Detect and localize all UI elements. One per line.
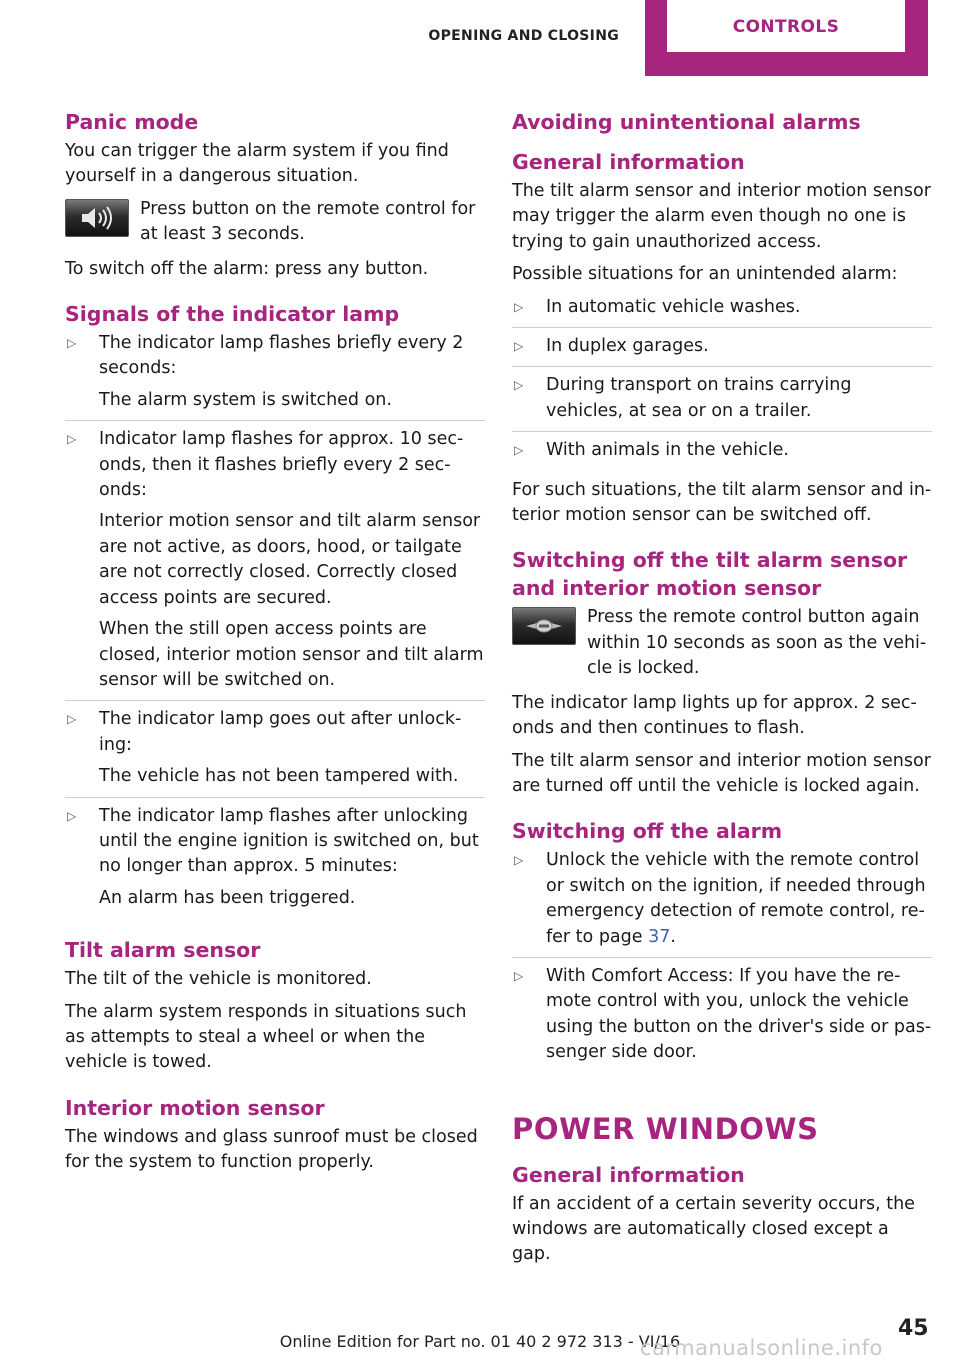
alarm-steps-list [512,848,932,1072]
list-item-text: The indicator lamp flashes briefly every 2 seconds: [99,333,464,379]
list-item-subtext: An alarm has been triggered. [99,887,356,908]
header-tab [645,0,928,76]
list-item [512,438,932,470]
list-item-text: With animals in the vehicle. [546,440,789,461]
list-item [512,334,932,367]
general-info-heading: General information [512,150,745,174]
alarm-speaker-icon [65,199,129,237]
lamp-text: The indicator lamp lights up for approx. 2 sec‐onds and then continues to flash. [512,692,917,739]
bullet-triangle-icon: ▷ [514,968,524,983]
situations-list [512,295,932,471]
bullet-triangle-icon: ▷ [67,432,77,447]
tilt-sensor-heading: Tilt alarm sensor [65,938,261,963]
situations-after-text: For such situations, the tilt alarm sensor and in‐terior motion sensor can be switched off. [512,479,932,526]
interior-sensor-heading: Interior motion sensor [65,1095,325,1120]
list-item-subtext: The alarm system is switched on. [99,389,392,410]
list-item-subtext: When the still open access points are closed, interior motion sensor and tilt alarm sensor will be switched on. [99,619,484,690]
windows-general-text: If an accident of a certain severity occurs, the windows are automatically closed except a gap. [512,1193,915,1265]
bullet-triangle-icon: ▷ [67,336,77,351]
right-column [512,108,932,1275]
tilt-sensor-text-2: The alarm system responds in situations such as attempts to steal a wheel or when the vehicle is towed. [65,1001,467,1073]
running-header-section: OPENING AND CLOSING [428,28,619,44]
page-number: 45 [898,1316,929,1341]
general-info-text-1: The tilt alarm sensor and interior motion sensor may trigger the alarm even though no one is trying to gain unauthorized access. [512,181,931,252]
bullet-triangle-icon: ▷ [514,378,524,393]
list-item-text: Unlock the vehicle with the remote control or switch on the ignition, if needed through emergency detection of remote control, re‐fer to page [546,850,926,947]
switchoff-sensor-heading: Switching off the tilt alarm sensor and interior motion sensor [512,548,908,601]
signals-heading: Signals of the indicator lamp [65,302,400,327]
power-windows-heading: POWER WINDOWS [512,1111,819,1146]
bullet-triangle-icon: ▷ [67,712,77,727]
bullet-triangle-icon: ▷ [67,808,77,823]
tilt-sensor-text-1: The tilt of the vehicle is monitored. [65,969,372,990]
list-item-end: . [670,926,676,947]
list-item-text: During transport on trains carrying vehicles, at sea or on a trailer. [546,375,852,421]
bullet-triangle-icon: ▷ [514,853,524,868]
list-item-subtext: Interior motion sensor and tilt alarm sensor are not active, as doors, hood, or tailgate are not correctly closed. Correctly closed access points are secured. [99,511,481,608]
general-info-text-2: Possible situations for an unintended alarm: [512,264,898,285]
mini-lock-button-icon [512,607,576,645]
list-item-text: The indicator lamp goes out after unlock‐ing: [99,709,462,755]
list-item [512,295,932,328]
panic-button-row [65,197,485,248]
watermark: carmanualsonline.info [640,1336,883,1360]
bullet-triangle-icon: ▷ [514,299,524,314]
left-column [65,108,485,1183]
windows-general-heading: General information [512,1162,745,1187]
bullet-triangle-icon: ▷ [514,443,524,458]
list-item [512,964,932,1073]
avoid-alarms-heading: Avoiding unintentional alarms [512,110,861,134]
panic-mode-heading: Panic mode [65,110,199,134]
list-item-text: Indicator lamp flashes for approx. 10 sec‐onds, then it flashes briefly every 2 sec‐onds: [99,429,464,501]
list-item-subtext: The vehicle has not been tampered with. [99,766,459,787]
bullet-triangle-icon: ▷ [514,339,524,354]
list-item [65,707,485,797]
list-item [512,373,932,432]
list-item-text: With Comfort Access: If you have the re‐mote control with you, unlock the vehicle using the button on the driver's side or pas‐senger side door. [546,965,932,1063]
switchoff-alarm-heading: Switching off the alarm [512,819,783,844]
list-item-text: In automatic vehicle washes. [546,296,801,317]
panic-button-text: Press button on the remote control for at least 3 seconds. [140,198,476,245]
panic-mode-text: You can trigger the alarm system if you find yourself in a dangerous situation. [65,141,449,187]
interior-sensor-text: The windows and glass sunroof must be closed for the system to function properly. [65,1126,478,1173]
list-item [512,848,932,958]
list-item-text: In duplex garages. [546,336,709,357]
list-item [65,804,485,919]
footer-edition: Online Edition for Part no. 01 40 2 972 313 - VI/16 [279,1332,681,1351]
lock-button-row [512,605,932,681]
header-tab-label: CONTROLS [667,0,905,52]
panic-off-text: To switch off the alarm: press any button. [65,258,429,279]
turned-off-text: The tilt alarm sensor and interior motion sensor are turned off until the vehicle is locked again. [512,750,931,796]
list-item [65,427,485,701]
list-item [65,331,485,421]
signals-list [65,331,485,918]
lock-button-text: Press the remote control button again within 10 seconds as soon as the vehi‐cle is locked. [587,607,927,679]
page-link[interactable]: 37 [648,926,671,947]
list-item-text: The indicator lamp flashes after unlocking until the engine ignition is switched on, but no longer than approx. 5 minutes: [99,805,479,877]
